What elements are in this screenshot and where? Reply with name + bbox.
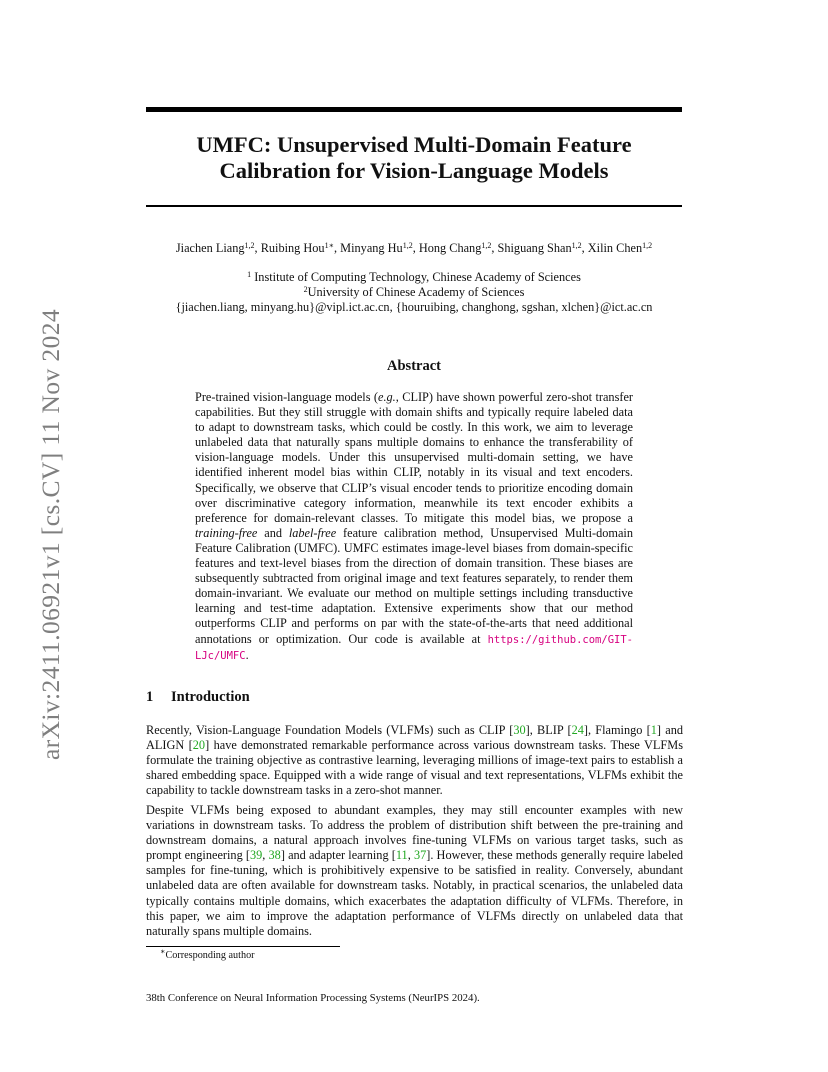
citation-link[interactable]: 11 [395,848,408,863]
author-affiliation-mark: 1,2 [402,241,413,250]
title-bottom-rule [146,205,682,207]
author-affiliation-mark: 1,2 [642,241,653,250]
arxiv-identifier: arXiv:2411.06921v1 [cs.CV] 11 Nov 2024 [36,308,65,760]
author-list: Jiachen Liang$^{1,2}$, Ruibing Hou$^{1∗}$, Minyang Hu$^{1,2}$, Hong Chang$^{1,2}$, Shiguang Shan$^{1,2}$, Xilin Chen$^{1,2}$ [175,241,653,255]
intro-paragraph-2: Despite VLFMs being exposed to abundant examples, they may still encounter examples with new variations in downstream tasks. To address the problem of distribution shift between the pre-training and downstream domains, a natural approach involves fine-tuning VLFMs on various target tasks, such as prompt engineering [39, 38] and adapter learning [11, 37]. However, these methods generally require labeled samples for fine-tuning, which is prohibitively expensive to be satisfied in reality. Conversely, abundant unlabeled data are often available for downstream tasks. Notably, in practical scenarios, the unlabeled data typically contains multiple domains, which exacerbates the adaptation difficulty of VLFMs. Therefore, in this paper, we aim to improve the adaptation performance of VLFMs directly on unlabeled data that naturally spans multiple domains. [146,803,683,938]
section-number: 1 [146,689,154,705]
intro-paragraph-1: Recently, Vision-Language Foundation Models (VLFMs) such as CLIP [30], BLIP [24], Flamingo [1] and ALIGN [20] have demonstrated remarkable performance across various downstream tasks. These VLFMs formulate the training objective as contrastive learning, leveraging millions of image-text pairs to establish a shared embedding space. Equipped with a wide range of visual and text representations, VLFMs exhibit the capability to tackle downstream tasks in a zero-shot manner. [146,723,683,798]
author-affiliation-mark: 1,2 [244,241,255,250]
author-emails: {jiachen.liang, minyang.hu}@vipl.ict.ac.cn, {houruibing, changhong, sgshan, xlchen}@ict.ac.cn [175,300,653,314]
affiliations [146,270,682,315]
author-affiliation-mark: 1∗ [324,241,335,250]
citation-link[interactable]: 30 [513,723,526,737]
author-affiliation-mark: 1,2 [571,241,582,250]
section-heading-introduction [146,689,250,706]
section-title: Introduction [171,689,250,705]
author-affiliation-mark: 1,2 [481,241,492,250]
citation-link[interactable]: 24 [571,723,584,737]
citation-link[interactable]: 20 [192,738,206,753]
paper-title [146,132,682,184]
author-name: Shiguang Shan [497,241,572,255]
author-name: Minyang Hu [340,241,403,255]
title-line-2: Calibration for Vision-Language Models [219,158,609,183]
author-name: Jiachen Liang [175,241,245,255]
footnote: ∗Corresponding author [160,947,255,961]
abstract-heading: Abstract [387,358,441,374]
author-name: Hong Chang [418,241,482,255]
title-top-rule [146,107,682,112]
venue-footer: 38th Conference on Neural Information Processing Systems (NeurIPS 2024). [146,992,480,1004]
affiliation-2: $^2$University of Chinese Academy of Sciences [303,285,525,299]
citation-link[interactable]: 38 [268,848,281,863]
abstract-body: Pre-trained vision-language models (e.g., CLIP) have shown powerful zero-shot transfer capabilities. But they still struggle with domain shifts and typically require labeled data to adapt to downstream tasks, which could be costly. In this work, we aim to leverage unlabeled data that naturally spans multiple domains to enhance the transferability of vision-language models. Under this unsupervised multi-domain setting, we have identified inherent model bias within CLIP, notably in its visual and text encoders. Specifically, we observe that CLIP’s visual encoder tends to prioritize encoding domain over discriminative category information, meanwhile its text encoder exhibits a preference for domain-relevant classes. To mitigate this model bias, we propose a training-free and label-free feature calibration method, Unsupervised Multi-domain Feature Calibration (UMFC). UMFC estimates image-level biases from domain-specific features and text-level biases from the direction of domain transition. These biases are subsequently subtracted from original image and text features separately, to render them domain-invariant. We evaluate our method on multiple settings including transductive learning and test-time adaptation. Extensive experiments show that our method outperforms CLIP and performs on par with the state-of-the-arts that need additional annotations or optimization. Our code is available at https://github.com/GIT-LJc/UMFC. [195,390,634,662]
code-repo-link[interactable]: https://github.com/GIT-LJc/UMFC [195,633,633,662]
affiliation-1: $^1$ Institute of Computing Technology, Chinese Academy of Sciences [247,270,581,284]
title-line-1: UMFC: Unsupervised Multi-Domain Feature [196,132,632,157]
citation-link[interactable]: 37 [413,848,427,863]
author-name: Ruibing Hou [260,241,325,255]
citation-link[interactable]: 39 [249,848,263,863]
author-name: Xilin Chen [587,241,643,255]
citation-link[interactable]: 1 [650,723,657,737]
footnote-rule [146,946,340,947]
